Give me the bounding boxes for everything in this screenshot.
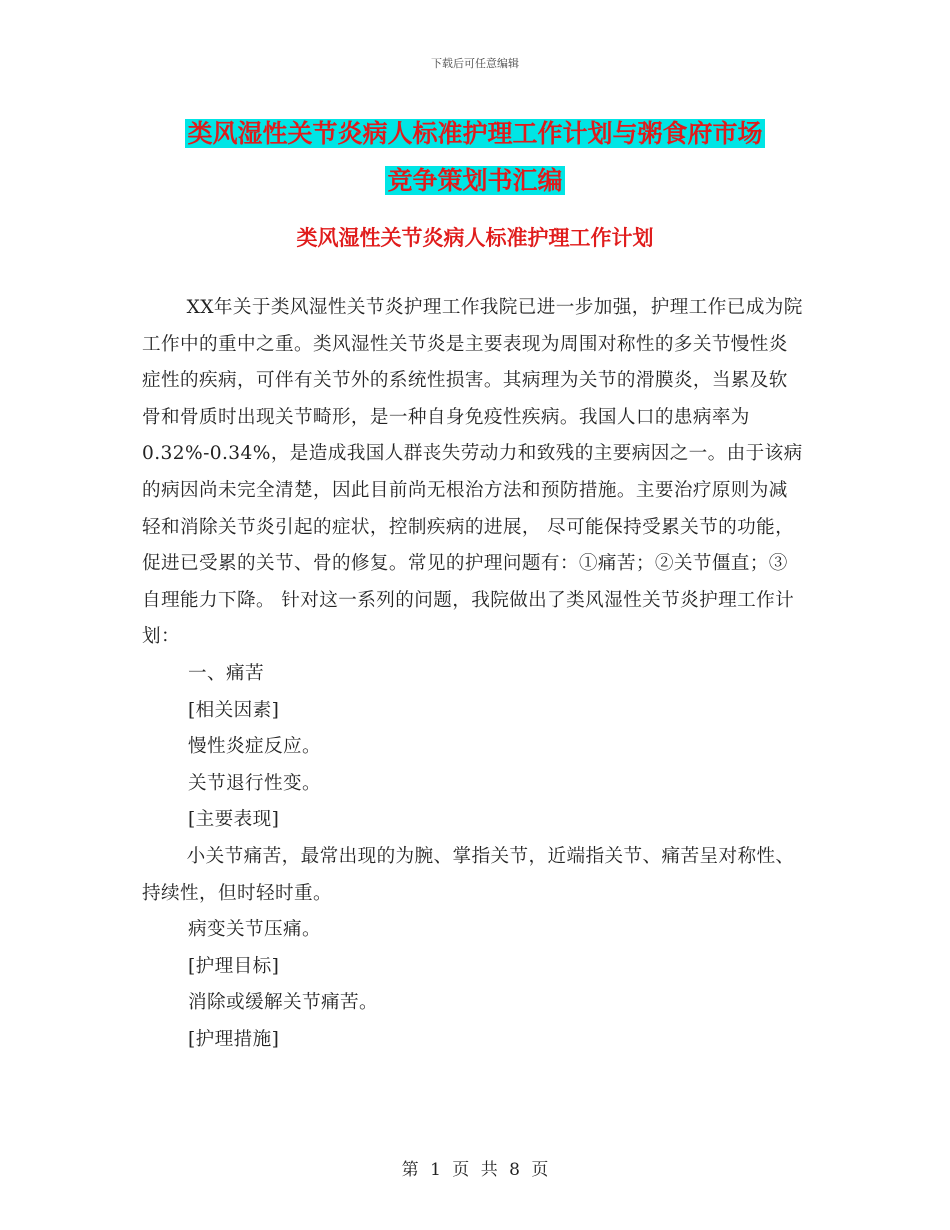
list-item: 关节退行性变。 — [188, 772, 321, 794]
page-number: 第 1 页 共 8 页 — [401, 1160, 549, 1180]
symptoms-paragraph: 小关节痛苦，最常出现的为腕、掌指关节，近端指关节、痛苦呈对称性、持续性，但时轻时重。 — [142, 845, 795, 904]
heading-pain: 一、痛苦 — [188, 662, 264, 684]
intro-paragraph: XX年关于类风湿性关节炎护理工作我院已进一步加强，护理工作已成为院工作中的重中之重。类风湿性关节炎是主要表现为周围对称性的多关节慢性炎症性的疾病，可伴有关节外的系统性损害。其病理为关节的滑膜炎，当累及软骨和骨质时出现关节畸形，是一种自身免疫性疾病。我国人口的患病率为0.32%-0.34%，是造成我国人群丧失劳动力和致残的主要病因之一。由于该病的病因尚未完全清楚，因此目前尚无根治方法和预防措施。主要治疗原则为减轻和消除关节炎引起的症状，控制疾病的进展， 尽可能保持受累关节的功能，促进已受累的关节、骨的修复。常见的护理问题有：①痛苦；②关节僵直；③自理能力下降。 针对这一系列的问题，我院做出了类风湿性关节炎护理工作计划： — [142, 297, 803, 648]
section-title: 类风湿性关节炎病人标准护理工作计划 — [296, 226, 654, 250]
document-title — [150, 110, 800, 204]
header-note: 下载后可任意编辑 — [431, 57, 519, 70]
label-nursing-goal: [护理目标] — [188, 955, 280, 977]
document-title-line-1: 类风湿性关节炎病人标准护理工作计划与粥食府市场 — [187, 119, 763, 148]
document-title-line-2: 竞争策划书汇编 — [387, 166, 563, 195]
label-main-symptoms: [主要表现] — [188, 809, 280, 831]
label-nursing-measures: [护理措施] — [188, 1028, 280, 1050]
list-item: 慢性炎症反应。 — [188, 736, 321, 758]
label-related-factors: [相关因素] — [188, 699, 280, 721]
document-body — [142, 290, 804, 1058]
list-item: 消除或缓解关节痛苦。 — [188, 992, 378, 1014]
list-item: 病变关节压痛。 — [188, 919, 321, 941]
